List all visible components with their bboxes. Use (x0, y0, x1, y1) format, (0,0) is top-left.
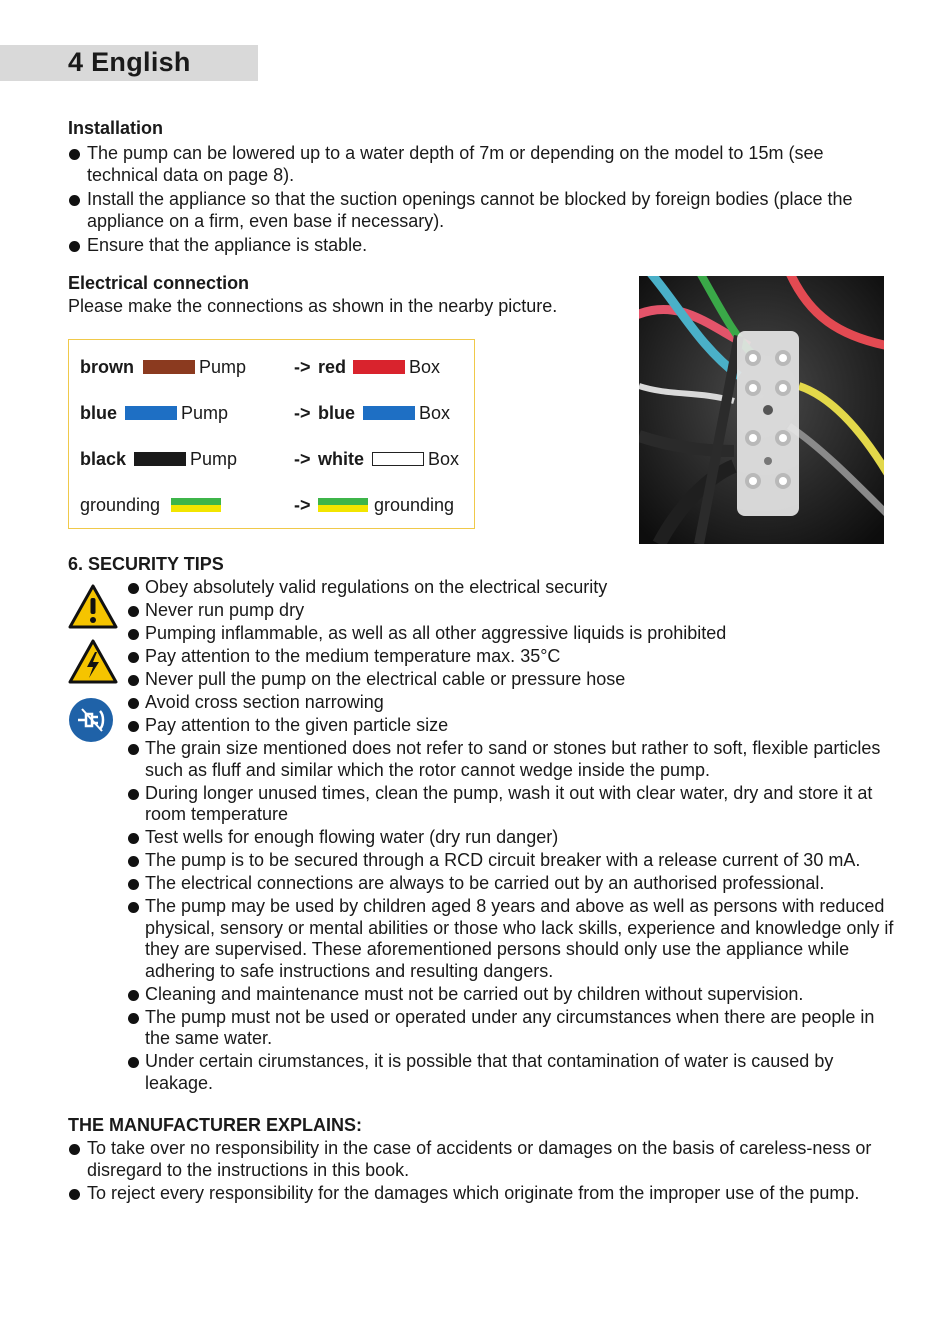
wire-target-label: Box (428, 449, 460, 469)
red-swatch (353, 360, 405, 374)
black-swatch (134, 452, 186, 466)
wire-color-label: blue (80, 403, 118, 423)
white-swatch (372, 452, 424, 466)
grounding-label: grounding (374, 495, 455, 515)
list-item: Test wells for enough flowing water (dry run danger) (126, 827, 896, 849)
manufacturer-heading: THE MANUFACTURER EXPLAINS: (68, 1115, 363, 1135)
unplug-mandatory-icon (68, 697, 114, 748)
grounding-label: grounding (80, 495, 161, 515)
wiring-row (69, 403, 474, 427)
wiring-row (69, 495, 474, 519)
manufacturer-list (68, 1138, 888, 1205)
wiring-row (69, 357, 474, 381)
electrical-hazard-icon (68, 639, 118, 690)
electrical-heading: Electrical connection (68, 273, 250, 293)
wire-target-label: Pump (190, 449, 238, 469)
warning-exclamation-icon (68, 584, 118, 635)
wire-color-label: red (318, 357, 347, 377)
wire-color-label: brown (80, 357, 134, 377)
blue-swatch (125, 406, 177, 420)
grounding-swatch (318, 498, 368, 512)
installation-heading: Installation (68, 118, 164, 138)
list-item: To take over no responsibility in the case of accidents or damages on the basis of careless-ness or disregard to the instructions in this book. (68, 1138, 888, 1181)
list-item: Pay attention to the medium temperature max. 35°C (126, 646, 896, 668)
list-item: Cleaning and maintenance must not be carried out by children without supervision. (126, 984, 896, 1006)
installation-list (68, 143, 888, 257)
list-item: The pump must not be used or operated under any circumstances when there are people in the same water. (126, 1007, 896, 1050)
brown-swatch (143, 360, 195, 374)
arrow-label: -> (294, 449, 311, 469)
arrow-label: -> (294, 495, 311, 515)
arrow-label: -> (294, 403, 311, 423)
security-heading: 6. SECURITY TIPS (68, 554, 224, 574)
security-list (126, 577, 896, 1094)
list-item: Pumping inflammable, as well as all other aggressive liquids is prohibited (126, 623, 896, 645)
wire-color-label: blue (318, 403, 356, 423)
list-item: Obey absolutely valid regulations on the electrical security (126, 577, 896, 599)
page-title: 4 English (68, 47, 191, 77)
list-item: During longer unused times, clean the pump, wash it out with clear water, dry and store it at room temperature (126, 783, 896, 826)
grounding-swatch (171, 498, 221, 512)
list-item: The pump may be used by children aged 8 years and above as well as persons with reduced physical, sensory or mental abilities or those who lack skills, experience and knowledge only if they are supervised. These aforementioned persons should only use the appliance while adhering to safe instructions and resulting dangers. (126, 896, 896, 982)
list-item: Avoid cross section narrowing (126, 692, 896, 714)
wiring-row (69, 449, 474, 473)
wire-target-label: Pump (199, 357, 247, 377)
list-item: Install the appliance so that the suction openings cannot be blocked by foreign bodies (place the appliance on a firm, even base if necessary). (68, 189, 888, 232)
list-item: Never pull the pump on the electrical cable or pressure hose (126, 669, 896, 691)
wire-target-label: Pump (181, 403, 229, 423)
blue-swatch (363, 406, 415, 420)
list-item: Under certain cirumstances, it is possible that that contamination of water is caused by leakage. (126, 1051, 896, 1094)
list-item: Never run pump dry (126, 600, 896, 622)
list-item: The electrical connections are always to be carried out by an authorised professional. (126, 873, 896, 895)
list-item: The pump can be lowered up to a water depth of 7m or depending on the model to 15m (see technical data on page 8). (68, 143, 888, 186)
wire-target-label: Box (419, 403, 451, 423)
list-item: Ensure that the appliance is stable. (68, 235, 888, 257)
list-item: The pump is to be secured through a RCD circuit breaker with a release current of 30 mA. (126, 850, 896, 872)
wire-color-label: black (80, 449, 127, 469)
list-item: Pay attention to the given particle size (126, 715, 896, 737)
electrical-intro: Please make the connections as shown in the nearby picture. (68, 296, 558, 316)
list-item: To reject every responsibility for the damages which originate from the improper use of the pump. (68, 1183, 888, 1205)
arrow-label: -> (294, 357, 311, 377)
wire-target-label: Box (409, 357, 441, 377)
terminal-block-photo (639, 276, 884, 544)
wiring-table (68, 339, 475, 529)
wire-color-label: white (318, 449, 365, 469)
list-item: The grain size mentioned does not refer to sand or stones but rather to soft, flexible particles such as fluff and similar which the rotor cannot wedge inside the pump. (126, 738, 896, 781)
